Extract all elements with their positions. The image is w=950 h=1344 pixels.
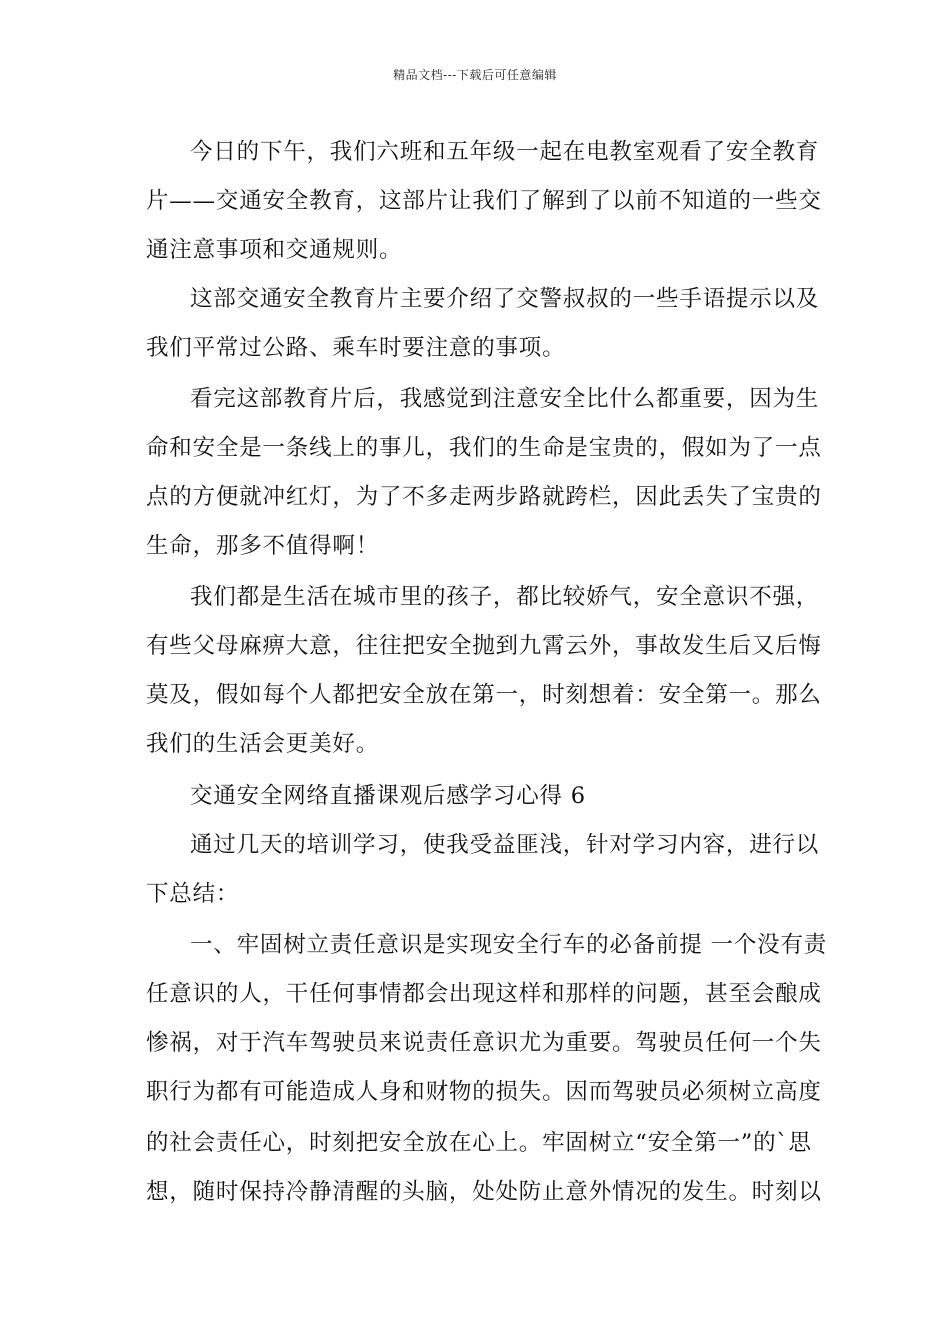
- text-line: 职行为都有可能造成人身和财物的损失。因而驾驶员必须树立高度: [146, 1079, 822, 1105]
- text-line: 片——交通安全教育，这部片让我们了解到了以前不知道的一些交: [146, 188, 822, 214]
- text-line: 想，随时保持冷静清醒的头脑，处处防止意外情况的发生。时刻以: [146, 1179, 822, 1205]
- text-line: 我们平常过公路、乘车时要注意的事项。: [146, 335, 566, 361]
- text-line: 生命，那多不值得啊！: [146, 533, 380, 559]
- text-line: 点的方便就冲红灯，为了不多走两步路就跨栏，因此丢失了宝贵的: [146, 484, 822, 510]
- text-line: 莫及，假如每个人都把安全放在第一，时刻想着：安全第一。那么: [146, 682, 822, 708]
- page-header: 精品文档---下载后可任意编辑: [393, 68, 557, 82]
- text-line: 有些父母麻痹大意，往往把安全抛到九霄云外，事故发生后又后悔: [146, 633, 822, 659]
- text-line: 惨祸，对于汽车驾驶员来说责任意识尤为重要。驾驶员任何一个失: [146, 1030, 822, 1056]
- text-line: 命和安全是一条线上的事儿，我们的生命是宝贵的，假如为了一点: [146, 435, 822, 461]
- text-line: 看完这部教育片后，我感觉到注意安全比什么都重要，因为生: [190, 386, 820, 412]
- text-line: 通过几天的培训学习，使我受益匪浅，针对学习内容，进行以: [190, 832, 820, 858]
- text-line: 我们的生活会更美好。: [146, 731, 380, 757]
- text-line: 一、牢固树立责任意识是实现安全行车的必备前提 一个没有责: [190, 932, 828, 958]
- text-line: 我们都是生活在城市里的孩子，都比较娇气，安全意识不强，: [190, 584, 820, 610]
- section-title: 交通安全网络直播课观后感学习心得 6: [190, 783, 586, 809]
- text-line: 这部交通安全教育片主要介绍了交警叔叔的一些手语提示以及: [190, 286, 820, 312]
- text-line: 任意识的人，干任何事情都会出现这样和那样的问题，甚至会酿成: [146, 981, 822, 1007]
- text-line: 通注意事项和交通规则。: [146, 237, 403, 263]
- text-line: 下总结：: [146, 881, 240, 907]
- text-line: 的社会责任心，时刻把安全放在心上。牢固树立“安全第一”的`思: [146, 1130, 812, 1156]
- text-line: 今日的下午，我们六班和五年级一起在电教室观看了安全教育: [190, 139, 820, 165]
